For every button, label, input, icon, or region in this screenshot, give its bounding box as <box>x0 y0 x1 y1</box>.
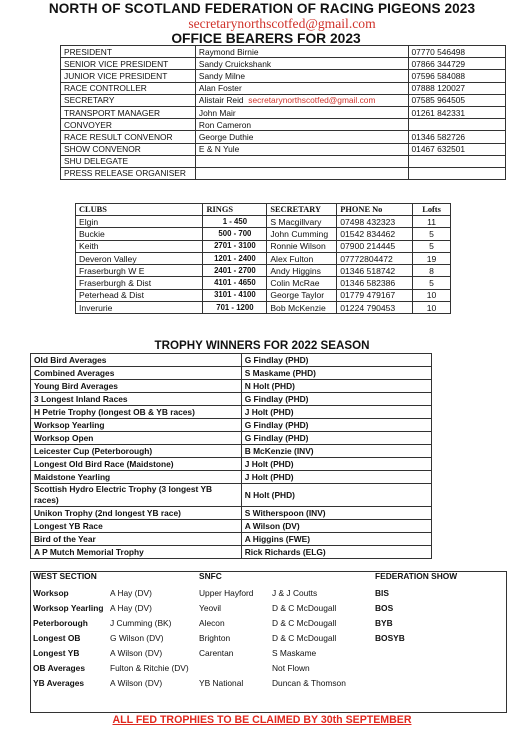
club-rings: 1 - 450 <box>203 216 267 228</box>
club-rings: 3101 - 4100 <box>203 289 267 301</box>
officer-role: SHOW CONVENOR <box>61 143 196 155</box>
west-winner: G Wilson (DV) <box>110 632 164 643</box>
trophy-row <box>31 432 432 445</box>
officer-row <box>61 143 506 155</box>
club-rings: 4101 - 4650 <box>203 277 267 289</box>
trophy-winner: G Findlay (PHD) <box>241 432 431 445</box>
snfc-race: Alecon <box>199 617 225 628</box>
trophy-name: Longest Old Bird Race (Maidstone) <box>31 458 242 471</box>
club-lofts: 10 <box>413 302 451 314</box>
office-bearers-table <box>60 45 506 180</box>
snfc-race: Upper Hayford <box>199 587 254 598</box>
trophy-row <box>31 507 432 520</box>
clubs-header: CLUBS <box>76 204 203 216</box>
trophy-name: Young Bird Averages <box>31 380 242 393</box>
trophy-winner: S Maskame (PHD) <box>241 367 431 380</box>
west-winner: A Hay (DV) <box>110 587 152 598</box>
officer-role: TRANSPORT MANAGER <box>61 106 196 118</box>
officer-name-text: E & N Yule <box>198 144 240 155</box>
club-lofts: 5 <box>413 240 451 252</box>
clubs-header: RINGS <box>203 204 267 216</box>
trophy-winner: N Holt (PHD) <box>241 380 431 393</box>
club-row <box>76 216 451 228</box>
officer-name <box>195 155 408 167</box>
club-secretary: Bob McKenzie <box>267 302 337 314</box>
club-rings: 701 - 1200 <box>203 302 267 314</box>
club-phone: 07900 214445 <box>337 240 413 252</box>
club-phone: 07498 432323 <box>337 216 413 228</box>
section-header: SNFC <box>199 571 222 581</box>
west-winner: A Wilson (DV) <box>110 677 163 688</box>
trophy-winner: G Findlay (PHD) <box>241 419 431 432</box>
officer-name-text: Alistair Reid <box>198 95 244 106</box>
section-row <box>30 643 506 658</box>
trophy-name: Bird of the Year <box>31 533 242 546</box>
clubs-table <box>75 203 451 314</box>
officer-phone: 07596 584088 <box>408 70 506 82</box>
officer-name <box>195 58 408 70</box>
section-row <box>30 583 506 598</box>
west-race: Peterborough <box>33 617 88 628</box>
officer-name <box>195 70 408 82</box>
section-header: FEDERATION SHOW <box>375 571 458 581</box>
club-phone: 01779 479167 <box>337 289 413 301</box>
officer-row <box>61 167 506 179</box>
snfc-race: Brighton <box>199 632 231 643</box>
officer-row <box>61 94 506 106</box>
club-secretary: Andy Higgins <box>267 265 337 277</box>
trophy-winner: S Witherspoon (INV) <box>241 507 431 520</box>
club-name: Elgin <box>76 216 203 228</box>
section-row <box>30 613 506 628</box>
officer-role: PRESIDENT <box>61 46 196 58</box>
trophy-winner: G Findlay (PHD) <box>241 354 431 367</box>
trophy-name: 3 Longest Inland Races <box>31 393 242 406</box>
trophy-row <box>31 367 432 380</box>
trophy-row <box>31 546 432 559</box>
club-phone: 07772804472 <box>337 252 413 264</box>
show-award <box>372 673 506 688</box>
show-award: BOSYB <box>375 632 405 643</box>
officer-phone: 01346 582726 <box>408 131 506 143</box>
claim-deadline-notice: ALL FED TROPHIES TO BE CLAIMED BY 30th SEPTEMBER <box>112 714 412 726</box>
trophy-winner: J Holt (PHD) <box>241 458 431 471</box>
trophy-winner: N Holt (PHD) <box>241 484 431 507</box>
trophy-row <box>31 380 432 393</box>
officer-email[interactable]: secretarynorthscotfed@gmail.com <box>248 95 376 106</box>
officer-phone: 07585 964505 <box>408 94 506 106</box>
west-winner: A Wilson (DV) <box>110 647 163 658</box>
club-phone: 01542 834462 <box>337 228 413 240</box>
officer-row <box>61 119 506 131</box>
show-award: BOS <box>375 602 394 613</box>
west-winner: A Hay (DV) <box>110 602 152 613</box>
officer-name <box>195 106 408 118</box>
trophy-row <box>31 419 432 432</box>
section-row <box>30 628 506 643</box>
club-lofts: 8 <box>413 265 451 277</box>
section-row <box>30 658 506 673</box>
section-row <box>30 598 506 613</box>
trophy-name: Scottish Hydro Electric Trophy (3 longest YB races) <box>31 484 242 507</box>
show-award <box>372 658 506 673</box>
club-lofts: 5 <box>413 277 451 289</box>
west-winner: Fulton & Ritchie (DV) <box>110 662 189 673</box>
club-rings: 2401 - 2700 <box>203 265 267 277</box>
west-winner: J Cumming (BK) <box>110 617 172 628</box>
trophy-winner: J Holt (PHD) <box>241 471 431 484</box>
officer-name-text: Sandy Cruickshank <box>198 58 272 69</box>
trophy-row <box>31 484 432 507</box>
west-race: Longest OB <box>33 632 81 643</box>
officer-row <box>61 131 506 143</box>
club-secretary: Ronnie Wilson <box>267 240 337 252</box>
officer-row <box>61 106 506 118</box>
club-phone: 01224 790453 <box>337 302 413 314</box>
trophy-winner: G Findlay (PHD) <box>241 393 431 406</box>
officer-role: PRESS RELEASE ORGANISER <box>61 167 196 179</box>
club-name: Deveron Valley <box>76 252 203 264</box>
club-secretary: George Taylor <box>267 289 337 301</box>
trophy-name: Old Bird Averages <box>31 354 242 367</box>
officer-phone <box>408 167 506 179</box>
club-row <box>76 240 451 252</box>
officer-role: RACE RESULT CONVENOR <box>61 131 196 143</box>
show-award <box>372 643 506 658</box>
trophy-row <box>31 533 432 546</box>
trophy-winner: A Higgins (FWE) <box>241 533 431 546</box>
trophy-winner: B McKenzie (INV) <box>241 445 431 458</box>
club-row <box>76 228 451 240</box>
club-row <box>76 277 451 289</box>
club-name: Fraserburgh W E <box>76 265 203 277</box>
club-secretary: John Cumming <box>267 228 337 240</box>
clubs-header: PHONE No <box>337 204 413 216</box>
officer-phone: 07888 120027 <box>408 82 506 94</box>
officer-name <box>195 131 408 143</box>
club-name: Inverurie <box>76 302 203 314</box>
club-rings: 500 - 700 <box>203 228 267 240</box>
club-secretary: Colin McRae <box>267 277 337 289</box>
club-phone: 01346 518742 <box>337 265 413 277</box>
officer-role: SECRETARY <box>61 94 196 106</box>
officer-name <box>195 94 408 106</box>
officer-name <box>195 143 408 155</box>
club-row <box>76 289 451 301</box>
snfc-winner: Duncan & Thomson <box>272 677 346 688</box>
club-lofts: 5 <box>413 228 451 240</box>
officer-phone <box>408 155 506 167</box>
trophy-name: A P Mutch Memorial Trophy <box>31 546 242 559</box>
trophy-name: Leicester Cup (Peterborough) <box>31 445 242 458</box>
officer-row <box>61 46 506 58</box>
officer-phone <box>408 119 506 131</box>
west-race: Worksop <box>33 587 69 598</box>
club-name: Peterhead & Dist <box>76 289 203 301</box>
trophy-row <box>31 471 432 484</box>
trophy-row <box>31 393 432 406</box>
trophy-name: Unikon Trophy (2nd longest YB race) <box>31 507 242 520</box>
club-secretary: Alex Fulton <box>267 252 337 264</box>
officer-phone: 01467 632501 <box>408 143 506 155</box>
snfc-race: Yeovil <box>199 602 222 613</box>
clubs-header: SECRETARY <box>267 204 337 216</box>
club-secretary: S Macgillvary <box>267 216 337 228</box>
officer-name <box>195 167 408 179</box>
trophy-name: Combined Averages <box>31 367 242 380</box>
snfc-winner: S Maskame <box>272 647 317 658</box>
officer-name-text: John Mair <box>198 107 236 118</box>
officer-name-text: Sandy Milne <box>198 70 245 81</box>
club-rings: 1201 - 2400 <box>203 252 267 264</box>
section-header: WEST SECTION <box>33 571 97 581</box>
trophy-row <box>31 445 432 458</box>
officer-name-text: Alan Foster <box>198 83 242 94</box>
snfc-winner: Not Flown <box>272 662 310 673</box>
federation-email[interactable]: secretarynorthscotfed@gmail.com <box>188 16 376 31</box>
club-name: Keith <box>76 240 203 252</box>
club-row <box>76 252 451 264</box>
snfc-race: Carentan <box>199 647 234 658</box>
main-title: NORTH OF SCOTLAND FEDERATION OF RACING PIGEONS 2023 <box>48 1 476 16</box>
trophy-row <box>31 354 432 367</box>
club-lofts: 11 <box>413 216 451 228</box>
officer-role: JUNIOR VICE PRESIDENT <box>61 70 196 82</box>
trophy-name: Longest YB Race <box>31 520 242 533</box>
clubs-header: Lofts <box>413 204 451 216</box>
snfc-race: YB National <box>199 677 244 688</box>
west-race: Worksop Yearling <box>33 602 104 613</box>
officer-name <box>195 82 408 94</box>
club-rings: 2701 - 3100 <box>203 240 267 252</box>
trophy-name: Worksop Yearling <box>31 419 242 432</box>
snfc-winner: D & C McDougall <box>272 602 337 613</box>
officer-name <box>195 119 408 131</box>
trophy-name: Maidstone Yearling <box>31 471 242 484</box>
section-row <box>30 673 506 688</box>
snfc-winner: D & C McDougall <box>272 617 337 628</box>
west-race: Longest YB <box>33 647 80 658</box>
officer-role: CONVOYER <box>61 119 196 131</box>
club-row <box>76 265 451 277</box>
officer-row <box>61 70 506 82</box>
officer-row <box>61 155 506 167</box>
snfc-race <box>196 658 269 673</box>
officer-phone: 01261 842331 <box>408 106 506 118</box>
club-lofts: 10 <box>413 289 451 301</box>
west-race: YB Averages <box>33 677 85 688</box>
officer-name-text: Ron Cameron <box>198 119 252 130</box>
office-bearers-title: OFFICE BEARERS FOR 2023 <box>171 31 361 46</box>
officer-name-text: Raymond Birnie <box>198 46 259 57</box>
trophy-winner: J Holt (PHD) <box>241 406 431 419</box>
trophy-winner: Rick Richards (ELG) <box>241 546 431 559</box>
officer-name <box>195 46 408 58</box>
club-row <box>76 302 451 314</box>
trophy-row <box>31 406 432 419</box>
trophy-name: H Petrie Trophy (longest OB & YB races) <box>31 406 242 419</box>
trophy-winners-table <box>30 353 432 559</box>
officer-phone: 07866 344729 <box>408 58 506 70</box>
trophy-winner: A Wilson (DV) <box>241 520 431 533</box>
trophy-row <box>31 520 432 533</box>
sections-table <box>30 571 506 688</box>
officer-phone: 07770 546498 <box>408 46 506 58</box>
trophy-row <box>31 458 432 471</box>
officer-name-text: George Duthie <box>198 131 254 142</box>
trophy-name: Worksop Open <box>31 432 242 445</box>
club-lofts: 19 <box>413 252 451 264</box>
snfc-winner: D & C McDougall <box>272 632 337 643</box>
officer-row <box>61 58 506 70</box>
sections-header-row <box>30 571 506 583</box>
trophy-winners-title: TROPHY WINNERS FOR 2022 SEASON <box>154 339 370 352</box>
club-name: Fraserburgh & Dist <box>76 277 203 289</box>
club-name: Buckie <box>76 228 203 240</box>
show-award: BIS <box>375 587 389 598</box>
officer-role: RACE CONTROLLER <box>61 82 196 94</box>
snfc-winner: J & J Coutts <box>272 587 318 598</box>
west-race: OB Averages <box>33 662 85 673</box>
officer-row <box>61 82 506 94</box>
officer-role: SHU DELEGATE <box>61 155 196 167</box>
officer-role: SENIOR VICE PRESIDENT <box>61 58 196 70</box>
show-award: BYB <box>375 617 393 628</box>
club-phone: 01346 582386 <box>337 277 413 289</box>
